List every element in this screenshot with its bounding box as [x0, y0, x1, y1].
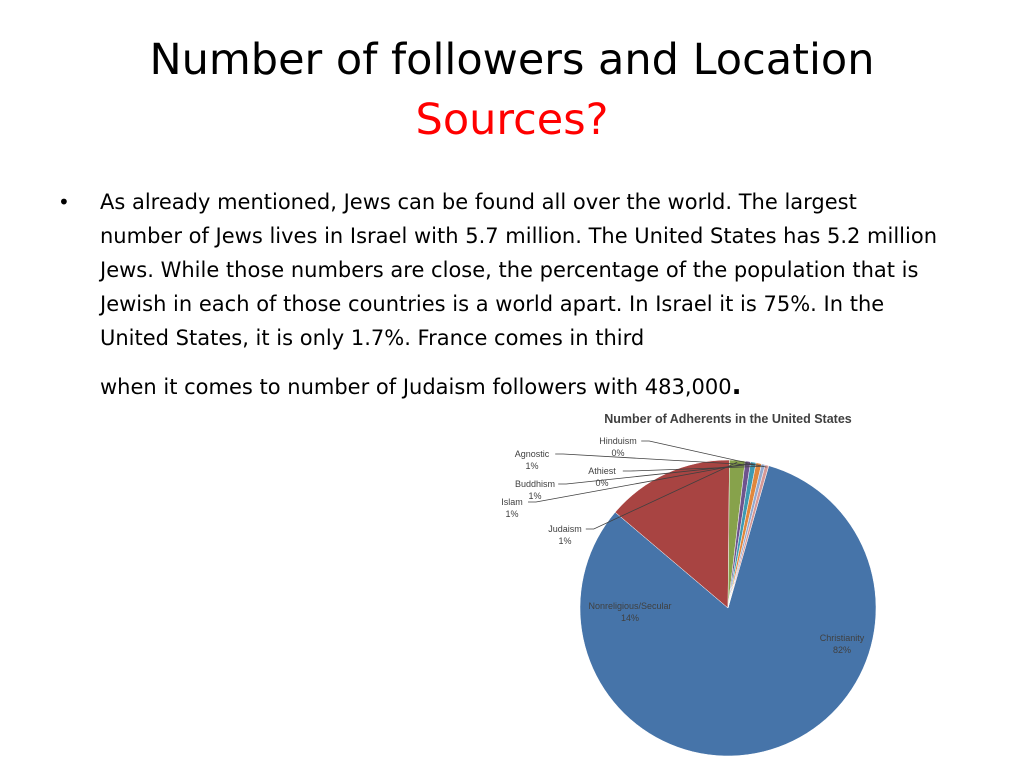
slice-label-buddhism: Buddhism	[514, 479, 556, 489]
bullet-icon: •	[58, 190, 70, 214]
pie-chart-svg	[490, 405, 890, 765]
bullet-item	[58, 185, 938, 404]
slice-label-islam: Islam	[501, 497, 523, 507]
slice-value-christianity: 82%	[832, 645, 852, 655]
title-line-2: Sources?	[415, 95, 609, 145]
slice-label-judaism: Judaism	[548, 524, 582, 534]
slice-label-christianity: Christianity	[819, 633, 865, 643]
bullet-text-main: As already mentioned, Jews can be found all over the world. The largest number of Jews lives in Israel with 5.7 million. The United States has 5.2 million Jews. While those numbers are close, the percentage of the population that is Jewish in each of those countries is a world apart. In Israel it is 75%. In the United States, it is only 1.7%. France comes in third	[100, 190, 938, 350]
slice-label-agnostic: Agnostic	[514, 449, 550, 459]
leader-line-agnostic	[555, 454, 758, 465]
bullet-text-period: .	[731, 371, 742, 401]
title-line-1: Number of followers and Location	[149, 35, 875, 85]
slide-title	[0, 30, 1024, 150]
slice-value-buddhism: 1%	[528, 491, 542, 501]
bullet-text-tail-line	[100, 369, 742, 404]
bullet-text	[100, 185, 938, 404]
pie-chart	[490, 405, 890, 765]
slice-label-hinduism: Hinduism	[599, 436, 637, 446]
slice-label-nonreligious-secular: Nonreligious/Secular	[588, 601, 672, 611]
slice-label-athiest: Athiest	[588, 466, 616, 476]
slice-value-athiest: 0%	[595, 478, 609, 488]
slice-value-agnostic: 1%	[525, 461, 539, 471]
bullet-text-tail: when it comes to number of Judaism followers with 483,000	[100, 375, 732, 399]
slice-value-islam: 1%	[505, 509, 519, 519]
slice-value-judaism: 1%	[558, 536, 572, 546]
chart-title: Number of Adherents in the United States	[604, 412, 852, 426]
slice-value-nonreligious-secular: 14%	[620, 613, 640, 623]
slice-value-hinduism: 0%	[611, 448, 625, 458]
